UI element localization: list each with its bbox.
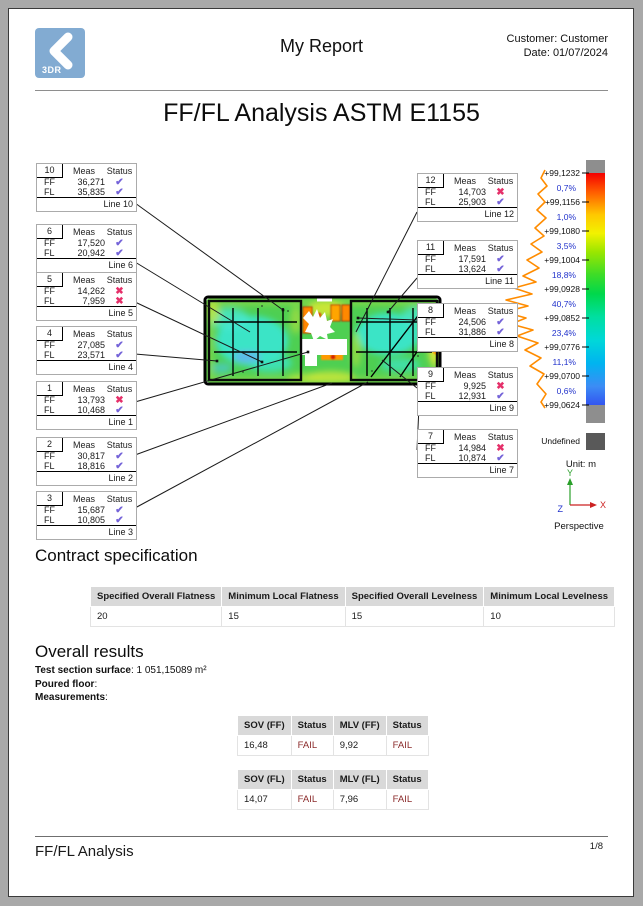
ff-value: 14,984 [458,443,486,453]
cell-value: 7,96 [333,790,386,810]
cell-value: 9,92 [333,736,386,756]
ff-value: 17,591 [458,254,486,264]
svg-text:0,6%: 0,6% [556,386,576,396]
header-divider [35,90,608,91]
status-pass-icon: ✔ [496,452,505,464]
status-header: Status [106,226,133,237]
column-header: Status [291,716,333,736]
document-title: FF/FL Analysis ASTM E1155 [163,99,480,127]
callout-line-number: 11 [418,241,444,255]
fl-row: FL 20,942 ✔ [37,248,136,258]
fl-value: 10,805 [77,515,105,525]
contract-specification-title: Contract specification [35,546,198,565]
fl-row: FL 25,903 ✔ [418,197,517,207]
svg-text:23,4%: 23,4% [551,328,576,338]
svg-text:Y: Y [566,468,574,478]
meas-header: Meas [72,226,95,237]
line-label: Line 6 [37,258,136,272]
cell-value: 20 [91,607,222,627]
elevation-color-scale [544,160,605,423]
svg-text:3,5%: 3,5% [556,241,576,251]
table-row [238,790,429,810]
ff-value: 36,271 [77,177,105,187]
status-pass-icon: ✔ [115,504,124,516]
status-fail-icon: ✖ [496,380,505,392]
callout-line-number: 2 [37,438,63,452]
column-header: MLV (FL) [333,770,386,790]
status-header: Status [106,165,133,176]
callout-line-3 [36,491,137,540]
status-pass-icon: ✔ [115,349,124,361]
status-fail-icon: ✖ [115,285,124,297]
column-header: Status [386,770,428,790]
ff-row: FF 15,687 ✔ [37,505,136,515]
fl-value: 18,816 [77,461,105,471]
svg-text:0,7%: 0,7% [556,183,576,193]
fl-value: 20,942 [77,248,105,258]
meas-header: Meas [72,439,95,450]
callout-line-number: 3 [37,492,63,506]
svg-text:+99,0776: +99,0776 [544,342,580,352]
status-fail-icon: ✖ [496,186,505,198]
svg-text:+99,0928: +99,0928 [544,284,580,294]
fl-value: 13,624 [458,264,486,274]
status-fail-icon: ✖ [115,295,124,307]
callout-line-12 [417,173,518,222]
status-badge: FAIL [291,790,333,810]
status-header: Status [106,493,133,504]
line-label: Line 3 [37,525,136,539]
ff-value: 27,085 [77,340,105,350]
ff-row: FF 14,703 ✖ [418,187,517,197]
status-pass-icon: ✔ [115,247,124,259]
ff-value: 30,817 [77,451,105,461]
table-row [238,736,429,756]
fl-row: FL 31,886 ✔ [418,327,517,337]
callout-line-number: 9 [418,368,444,382]
meas-header: Meas [453,431,476,442]
ff-row: FF 36,271 ✔ [37,177,136,187]
status-pass-icon: ✔ [115,460,124,472]
ff-row: FF 17,520 ✔ [37,238,136,248]
column-header: SOV (FF) [238,716,292,736]
callout-line-11 [417,240,518,289]
ff-value: 15,687 [77,505,105,515]
cell-value: 10 [484,607,615,627]
floorplan-diagram [0,150,643,545]
overall-results-fields [35,664,207,705]
contract-specification-table [90,586,615,627]
callout-line-number: 5 [37,273,63,287]
cell-value: 15 [222,607,345,627]
callout-line-2 [36,437,137,486]
status-pass-icon: ✔ [496,326,505,338]
column-header: Status [386,716,428,736]
fl-value: 25,903 [458,197,486,207]
column-header: Minimum Local Levelness [484,587,615,607]
ff-row: FF 24,506 ✔ [418,317,517,327]
status-badge: FAIL [386,736,428,756]
svg-text:11,1%: 11,1% [552,357,576,367]
svg-text:+99,0624: +99,0624 [544,400,580,410]
status-pass-icon: ✔ [115,237,124,249]
svg-text:+99,0700: +99,0700 [544,371,580,381]
ff-row: FF 30,817 ✔ [37,451,136,461]
fl-row: FL 35,835 ✔ [37,187,136,197]
meas-header: Meas [72,493,95,504]
unit-label: Unit: m [565,459,596,470]
overall-results-title: Overall results [35,642,144,661]
status-pass-icon: ✔ [496,263,505,275]
poured-floor-field: Poured floor: [35,678,98,690]
footer-document-name: FF/FL Analysis [35,843,134,860]
report-page [8,8,634,897]
status-pass-icon: ✔ [496,196,505,208]
ff-value: 13,793 [77,395,105,405]
ff-value: 24,506 [458,317,486,327]
floor-plan-heatmap [205,296,440,384]
svg-text:+99,1232: +99,1232 [544,168,580,178]
fl-value: 31,886 [458,327,486,337]
column-header: Status [291,770,333,790]
status-pass-icon: ✔ [115,339,124,351]
meas-header: Meas [453,242,476,253]
test-section-surface-field: Test section surface: 1 051,15089 m² [35,665,207,676]
status-badge: FAIL [386,790,428,810]
status-fail-icon: ✖ [115,394,124,406]
undefined-legend [541,433,605,450]
ff-row: FF 14,262 ✖ [37,286,136,296]
status-header: Status [106,439,133,450]
footer-divider [35,836,608,837]
line-label: Line 4 [37,360,136,374]
ff-row: FF 17,591 ✔ [418,254,517,264]
callout-line-number: 7 [418,430,444,444]
column-header: Minimum Local Flatness [222,587,345,607]
svg-text:Z: Z [557,504,563,514]
fl-value: 12,931 [458,391,486,401]
ff-value: 17,520 [77,238,105,248]
status-pass-icon: ✔ [496,253,505,265]
svg-text:+99,1004: +99,1004 [544,255,580,265]
meas-header: Meas [72,383,95,394]
fl-row: FL 13,624 ✔ [418,264,517,274]
status-header: Status [487,431,514,442]
cell-value: 15 [345,607,484,627]
ff-value: 14,262 [77,286,105,296]
cell-value: 16,48 [238,736,292,756]
status-fail-icon: ✖ [496,442,505,454]
fl-results-table [237,769,429,810]
cell-value: 14,07 [238,790,292,810]
fl-row: FL 10,874 ✔ [418,453,517,463]
callout-line-number: 8 [418,304,444,318]
callout-line-number: 10 [37,164,63,178]
page-number: 1/8 [589,841,603,852]
ff-row: FF 13,793 ✖ [37,395,136,405]
status-pass-icon: ✔ [115,186,124,198]
callout-line-10 [36,163,137,212]
svg-text:X: X [599,500,607,510]
line-label: Line 12 [418,207,517,221]
meas-header: Meas [72,274,95,285]
ff-results-table [237,715,429,756]
meas-header: Meas [72,328,95,339]
date-label: Date: 01/07/2024 [523,47,608,59]
status-pass-icon: ✔ [496,390,505,402]
fl-value: 10,874 [458,453,486,463]
fl-row: FL 23,571 ✔ [37,350,136,360]
svg-text:+99,1080: +99,1080 [544,226,580,236]
meas-header: Meas [453,369,476,380]
column-header: Specified Overall Flatness [91,587,222,607]
status-header: Status [106,383,133,394]
fl-value: 23,571 [77,350,105,360]
svg-text:1,0%: 1,0% [556,212,576,222]
callout-line-number: 1 [37,382,63,396]
meas-header: Meas [453,305,476,316]
logo-text: 3DR [42,65,62,75]
callout-line-5 [36,272,137,321]
status-badge: FAIL [291,736,333,756]
fl-value: 7,959 [82,296,105,306]
callout-line-7 [417,429,518,478]
fl-row: FL 7,959 ✖ [37,296,136,306]
status-pass-icon: ✔ [115,450,124,462]
line-label: Line 8 [418,337,517,351]
ff-row: FF 9,925 ✖ [418,381,517,391]
callout-line-number: 12 [418,174,444,188]
status-pass-icon: ✔ [115,514,124,526]
line-label: Line 10 [37,197,136,211]
ff-value: 14,703 [458,187,486,197]
status-pass-icon: ✔ [115,404,124,416]
header-meta [507,32,608,60]
status-header: Status [487,369,514,380]
callout-line-1 [36,381,137,430]
svg-text:+99,0852: +99,0852 [544,313,580,323]
fl-row: FL 10,805 ✔ [37,515,136,525]
column-header: MLV (FF) [333,716,386,736]
fl-row: FL 12,931 ✔ [418,391,517,401]
ff-value: 9,925 [463,381,486,391]
callout-line-6 [36,224,137,273]
status-pass-icon: ✔ [115,176,124,188]
status-header: Status [487,242,514,253]
svg-text:18,8%: 18,8% [551,270,576,280]
fl-row: FL 10,468 ✔ [37,405,136,415]
ff-row: FF 27,085 ✔ [37,340,136,350]
meas-header: Meas [72,165,95,176]
status-header: Status [106,274,133,285]
callout-line-number: 6 [37,225,63,239]
column-header: Specified Overall Levelness [345,587,484,607]
status-pass-icon: ✔ [496,316,505,328]
column-header: SOV (FL) [238,770,292,790]
line-label: Line 1 [37,415,136,429]
fl-value: 35,835 [77,187,105,197]
line-label: Line 9 [418,401,517,415]
callout-line-number: 4 [37,327,63,341]
ff-row: FF 14,984 ✖ [418,443,517,453]
callout-line-4 [36,326,137,375]
svg-text:Undefined: Undefined [541,436,580,446]
callout-line-9 [417,367,518,416]
fl-row: FL 18,816 ✔ [37,461,136,471]
status-header: Status [487,305,514,316]
line-label: Line 5 [37,306,136,320]
view-mode-label: Perspective [554,521,604,532]
svg-text:40,7%: 40,7% [551,299,576,309]
status-header: Status [487,175,514,186]
table-row [91,607,615,627]
measurements-field: Measurements: [35,692,108,703]
meas-header: Meas [453,175,476,186]
customer-label: Customer: Customer [506,33,608,45]
axis-triad-icon [558,468,607,514]
report-title: My Report [279,36,364,56]
fl-value: 10,468 [77,405,105,415]
callout-line-8 [417,303,518,352]
svg-text:+99,1156: +99,1156 [544,197,580,207]
status-header: Status [106,328,133,339]
line-label: Line 2 [37,471,136,485]
line-label: Line 11 [418,274,517,288]
line-label: Line 7 [418,463,517,477]
